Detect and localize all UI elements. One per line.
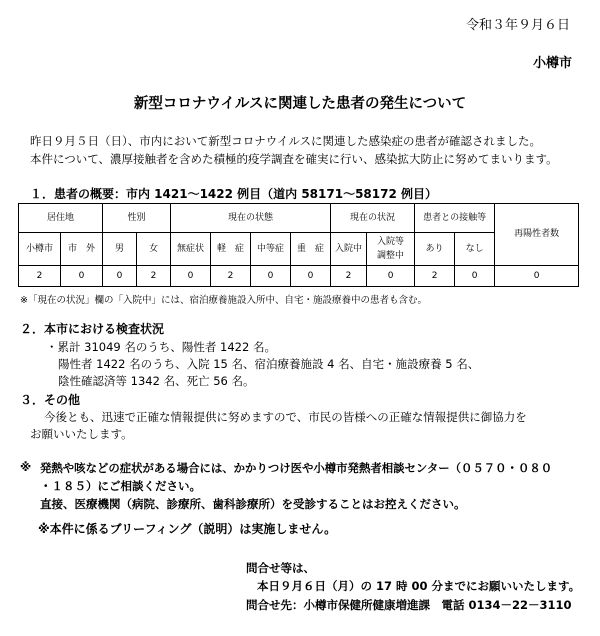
value-severe: 0 [291,266,331,287]
value-hospitalized: 2 [331,266,367,287]
intro-line-1: 昨日９月５日（日）、市内において新型コロナウイルスに関連した感染症の患者が確認されました。 [30,134,542,148]
group-status: 現在の状況 [331,204,415,233]
col-adjusting [367,233,415,266]
notice-line-1: 発熱や咳などの症状がある場合には、かかりつけ医や小樽市発熱者相談センター（０５７０・０８０ [40,461,553,475]
col-hospitalized: 入院中 [331,233,367,266]
value-male: 0 [103,266,137,287]
group-contact: 患者との接触等 [415,204,495,233]
col-contact-no: なし [455,233,495,266]
col-mild: 軽 症 [211,233,251,266]
value-asymptomatic: 0 [171,266,211,287]
col-contact-yes: あり [415,233,455,266]
document-title: 新型コロナウイルスに関連した患者の発生について [133,96,467,112]
section2-heading: ２．本市における検査状況 [20,322,165,336]
group-condition: 現在の状態 [171,204,331,233]
intro-line-2: 本件について、濃厚接触者を含めた積極的疫学調査を確実に行い、感染拡大防止に努めてまいります。 [30,152,558,166]
contact-deadline: 本日９月６日（月）の 17 時 00 分までにお願いいたします。 [257,579,581,593]
col-adjusting-line-2: 調整中 [377,250,405,261]
col-outside: 市 外 [61,233,103,266]
group-repositive: 再陽性者数 [495,204,579,266]
value-repositive: 0 [495,266,579,287]
col-otaru: 小樽市 [19,233,61,266]
value-contact-yes: 2 [415,266,455,287]
col-male: 男 [103,233,137,266]
section3-heading: ３．その他 [20,393,81,407]
patient-summary-table [18,203,579,287]
notice-mark: ※ [20,460,32,474]
contact-label: 問合せ等は、 [246,561,315,575]
testing-line-2: 陽性者 1422 名のうち、入院 15 名、宿泊療養施設 4 名、自宅・施設療養 5 名、 [58,357,480,371]
group-residence: 居住地 [19,204,103,233]
value-mild: 2 [211,266,251,287]
section1-heading: １．患者の概要：市内 1421～1422 例目（道内 58171～58172 例目） [30,187,438,201]
value-otaru: 2 [19,266,61,287]
testing-line-1: ・累計 31049 名のうち、陽性者 1422 名。 [46,340,276,354]
group-sex: 性別 [103,204,171,233]
document-date: 令和３年９月６日 [465,18,570,33]
briefing-notice: ※本件に係るブリーフィング（説明）は実施しません。 [38,522,337,536]
col-severe: 重 症 [291,233,331,266]
issuer-city: 小樽市 [532,56,572,71]
other-line-1: 今後とも、迅速で正確な情報提供に努めますので、市民の皆様への正確な情報提供に御協力を [44,410,527,424]
value-adjusting: 0 [367,266,415,287]
contact-department-phone: 問合せ先：小樽市保健所健康増進課 電話 0134－22－3110 [246,598,572,612]
other-line-2: お願いいたします。 [30,427,133,441]
table-footnote: ※「現在の状況」欄の「入院中」には、宿泊療養施設入所中、自宅・施設療養中の患者も含む。 [20,295,427,306]
value-moderate: 0 [251,266,291,287]
col-moderate: 中等症 [251,233,291,266]
notice-line-2: ・１８５）にご相談ください。 [40,479,201,493]
value-female: 2 [137,266,171,287]
value-outside: 0 [61,266,103,287]
testing-line-3: 陰性確認済等 1342 名、死亡 56 名。 [58,374,255,388]
value-contact-no: 0 [455,266,495,287]
col-female: 女 [137,233,171,266]
notice-line-3: 直接、医療機関（病院、診療所、歯科診療所）を受診することはお控えください。 [40,497,466,511]
col-asymptomatic: 無症状 [171,233,211,266]
col-adjusting-line-1: 入院等 [377,236,405,247]
